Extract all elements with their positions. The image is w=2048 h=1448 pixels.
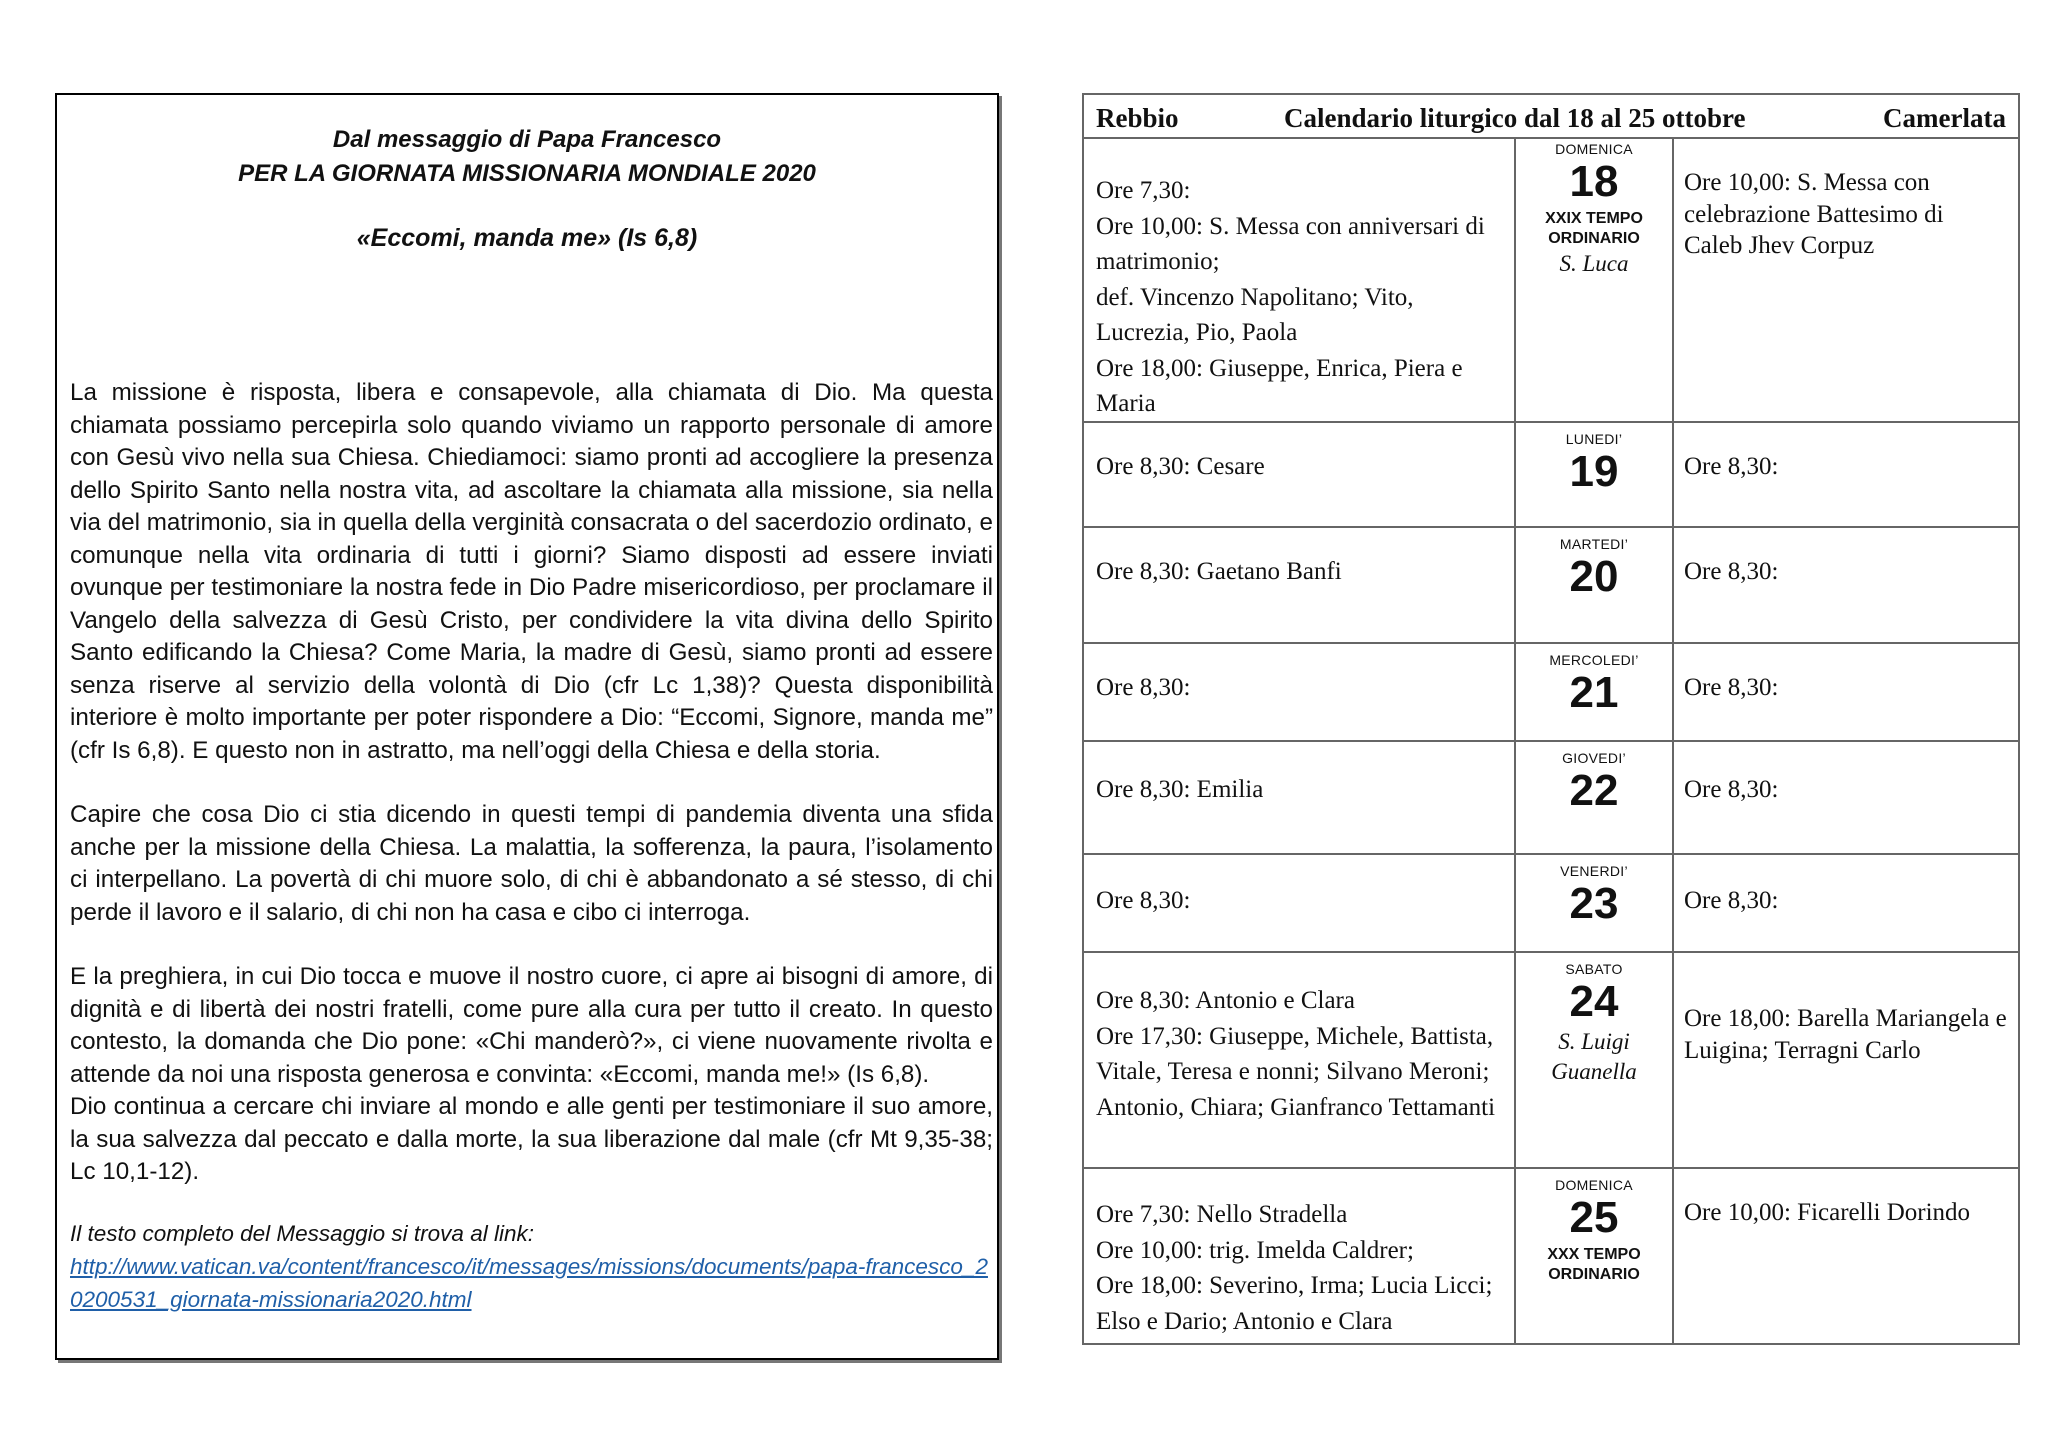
mass-line: Ore 8,30:	[1684, 887, 1779, 914]
calendar-row	[1084, 528, 2018, 644]
mass-line: Ore 8,30:	[1684, 558, 1779, 585]
rebbio-masses	[1096, 670, 1496, 706]
day-number: 23	[1569, 879, 1619, 928]
message-footer	[70, 1217, 993, 1316]
mass-line: Ore 8,30:	[1684, 453, 1779, 480]
mass-line: Ore 10,00: Ficarelli Dorindo	[1684, 1199, 1971, 1226]
day-name: SABATO	[1565, 961, 1623, 977]
calendar-row	[1084, 953, 2018, 1169]
camerlata-masses	[1684, 672, 2008, 704]
camerlata-masses	[1684, 451, 2008, 483]
mass-line: Ore 8,30: Cesare	[1096, 453, 1265, 480]
calendar-row	[1084, 137, 2018, 423]
rebbio-masses	[1096, 1197, 1496, 1339]
mass-line: Ore 10,00: S. Messa con celebrazione Battesimo di Caleb Jhev Corpuz	[1684, 169, 1944, 259]
message-paragraph-3: E la preghiera, in cui Dio tocca e muove il nostro cuore, ci apre ai bisogni di amore, di dignità e di libertà dei nostri fratelli, come pure alla cura per tutto il creato. In questo contesto, la domanda che Dio pone: «Chi manderò?», ci viene nuovamente rivolta e attende da noi una risposta generosa e convinta: «Eccomi, manda me!» (Is 6,8).	[70, 963, 993, 1088]
day-cell	[1514, 953, 1674, 1167]
mass-line: Ore 18,00: Barella Mariangela e Luigina; Terragni Carlo	[1684, 1005, 2007, 1064]
day-cell	[1514, 423, 1674, 526]
camerlata-masses	[1684, 167, 2008, 262]
day-number: 21	[1569, 668, 1619, 717]
day-number: 25	[1569, 1193, 1619, 1242]
message-paragraph-1: La missione è risposta, libera e consapevole, alla chiamata di Dio. Ma questa chiamata possiamo percepirla solo quando viviamo un rapporto personale di amore con Gesù vivo nella sua Chiesa. Chiediamoci: siamo pronti ad accogliere la presenza dello Spirito Santo nella nostra vita, ad ascoltare la chiamata alla missione, sia nella via del matrimonio, sia in quella della verginità consacrata o del sacerdozio ordinato, e comunque nella vita ordinaria di tutti i giorni? Siamo disposti ad essere inviati ovunque per testimoniare la nostra fede in Dio Padre misericordioso, per proclamare il Vangelo della salvezza di Gesù Cristo, per condividere la vita divina dello Spirito Santo edificando la Chiesa? Come Maria, la madre di Gesù, siamo pronti ad essere senza riserve al servizio della volontà di Dio (cfr Lc 1,38)? Questa disponibilità interiore è molto importante per poter rispondere a Dio: “Eccomi, Signore, manda me” (cfr Is 6,8). E questo non in astratto, ma nell’oggi della Chiesa e della storia.	[70, 379, 993, 764]
mass-line: Ore 8,30: Antonio e Clara	[1096, 987, 1355, 1014]
saint-of-day: S. Luca	[1559, 251, 1629, 276]
day-name: MERCOLEDI’	[1549, 652, 1639, 668]
rebbio-masses	[1096, 772, 1496, 808]
calendar-row	[1084, 644, 2018, 742]
day-name: MARTEDI’	[1559, 536, 1629, 552]
day-name: GIOVEDI’	[1562, 750, 1626, 766]
camerlata-masses	[1684, 774, 2008, 806]
liturgical-season: XXIX TEMPO ORDINARIO	[1545, 210, 1643, 247]
message-heading-line1: Dal messaggio di Papa Francesco	[332, 126, 722, 153]
calendar-title: Calendario liturgico dal 18 al 25 ottobre	[1284, 103, 1746, 133]
mass-line: Ore 18,00: Severino, Irma; Lucia Licci; Elso e Dario; Antonio e Clara	[1096, 1272, 1493, 1335]
calendar-row	[1084, 742, 2018, 855]
mass-line: Ore 7,30:	[1096, 177, 1191, 204]
mass-line: Ore 8,30:	[1684, 776, 1779, 803]
day-number: 20	[1569, 552, 1619, 601]
calendar-row	[1084, 855, 2018, 953]
message-paragraph-2: Capire che cosa Dio ci stia dicendo in questi tempi di pandemia diventa una sfida anche per la missione della Chiesa. La malattia, la sofferenza, la paura, l’isolamento ci interpellano. La povertà di chi muore solo, di chi è abbandonato a sé stesso, di chi perde il lavoro e il salario, di chi non ha casa e cibo ci interroga.	[70, 801, 993, 926]
day-name: VENERDI’	[1560, 863, 1628, 879]
camerlata-masses	[1684, 556, 2008, 588]
day-number: 19	[1569, 447, 1619, 496]
day-number: 18	[1569, 157, 1619, 206]
message-heading-line2: PER LA GIORNATA MISSIONARIA MONDIALE 2020	[238, 160, 816, 187]
mass-line: Ore 8,30:	[1096, 674, 1191, 701]
footer-note: Il testo completo del Messaggio si trova al link:	[70, 1220, 534, 1246]
vatican-link[interactable]: http://www.vatican.va/content/francesco/it/messages/missions/documents/papa-francesco_20200531_giornata-missionaria2020.html	[70, 1253, 988, 1312]
calendar-row	[1084, 423, 2018, 528]
camerlata-masses	[1684, 1197, 2008, 1229]
rebbio-masses	[1096, 554, 1496, 590]
rebbio-masses	[1096, 883, 1496, 919]
rebbio-masses	[1096, 449, 1496, 485]
saint-of-day: S. Luigi Guanella	[1551, 1029, 1637, 1084]
left-parish-name: Rebbio	[1096, 103, 1179, 133]
day-name: LUNEDI’	[1565, 431, 1623, 447]
mass-line: Ore 8,30: Emilia	[1096, 776, 1264, 803]
rebbio-masses	[1096, 983, 1496, 1125]
mass-line: Ore 10,00: S. Messa con anniversari di matrimonio;	[1096, 212, 1485, 275]
liturgical-season: XXX TEMPO ORDINARIO	[1547, 1246, 1641, 1283]
day-cell	[1514, 855, 1674, 951]
day-cell	[1514, 528, 1674, 642]
day-name: DOMENICA	[1555, 1177, 1633, 1193]
mass-line: Ore 18,00: Giuseppe, Enrica, Piera e Maria	[1096, 354, 1463, 417]
calendar-row	[1084, 1169, 2018, 1345]
rebbio-masses	[1096, 173, 1496, 422]
camerlata-masses	[1684, 1003, 2008, 1066]
right-parish-name: Camerlata	[1883, 103, 2006, 133]
day-number: 24	[1569, 977, 1619, 1026]
papal-message-box	[55, 93, 999, 1360]
liturgical-calendar	[1082, 93, 2020, 1345]
day-name: DOMENICA	[1555, 141, 1633, 157]
mass-line: Ore 8,30: Gaetano Banfi	[1096, 558, 1342, 585]
camerlata-masses	[1684, 885, 2008, 917]
day-cell	[1514, 742, 1674, 853]
message-body	[70, 377, 993, 1316]
mass-line: Ore 17,30: Giuseppe, Michele, Battista, Vitale, Teresa e nonni; Silvano Meroni; Antonio, Chiara; Gianfranco Tettamanti	[1096, 1022, 1496, 1121]
mass-line: def. Vincenzo Napolitano; Vito, Lucrezia, Pio, Paola	[1096, 283, 1414, 346]
day-cell	[1514, 137, 1674, 421]
message-heading	[57, 123, 997, 191]
mass-line: Ore 7,30: Nello Stradella	[1096, 1201, 1348, 1228]
day-number: 22	[1569, 766, 1619, 815]
message-paragraph-4: Dio continua a cercare chi inviare al mondo e alle genti per testimoniare il suo amore, la sua salvezza dal peccato e dalla morte, la sua liberazione dal male (cfr Mt 9,35-38; Lc 10,1-12).	[70, 1093, 993, 1185]
day-cell	[1514, 644, 1674, 740]
mass-line: Ore 8,30:	[1684, 674, 1779, 701]
mass-line: Ore 10,00: trig. Imelda Caldrer;	[1096, 1236, 1414, 1264]
message-quote: «Eccomi, manda me» (Is 6,8)	[356, 224, 698, 252]
mass-line: Ore 8,30:	[1096, 887, 1191, 914]
day-cell	[1514, 1169, 1674, 1345]
calendar-header	[1084, 95, 2018, 139]
